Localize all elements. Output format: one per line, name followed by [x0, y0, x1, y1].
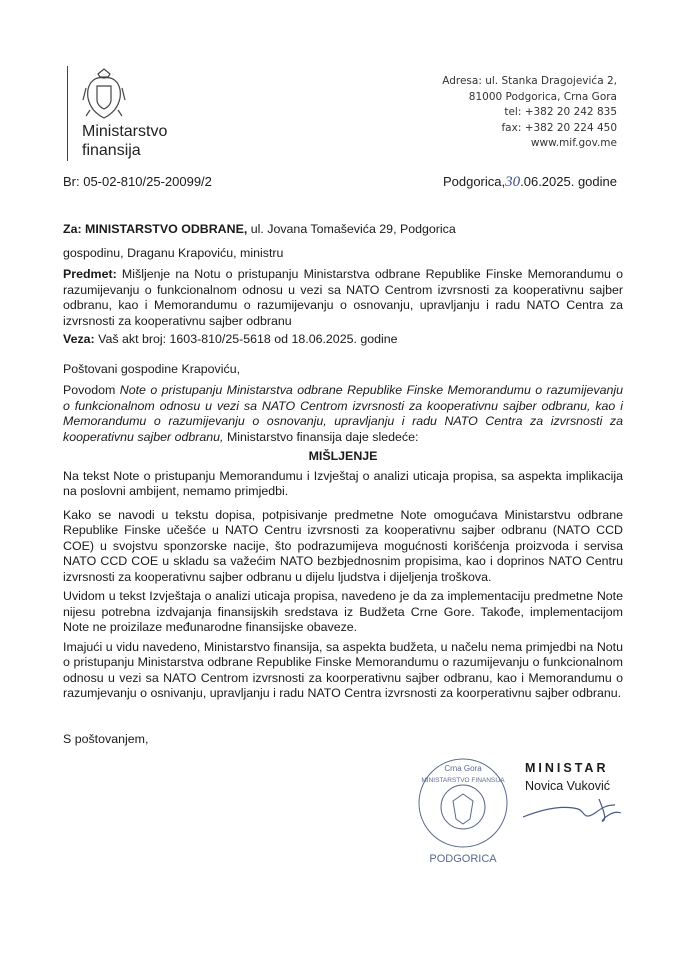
signature-block — [63, 751, 623, 871]
document-date — [443, 174, 617, 191]
seal-text: Crna Gora — [444, 764, 482, 773]
intro-italic: Note o pristupanju Ministarstva odbrane Republike Finske Memorandumu o razumijevanju o funkcionalnom odnosu u vezi sa NATO Centrom izvrsnosti za kooperativnu sajber odbranu, kao i Memorandumu o razumijevanju o osnovanju, upravljanju i radu NATO Centra za izvrsnosti za kooperativnu sajber odbranu, — [63, 383, 623, 444]
signatory-name: Novica Vuković — [525, 779, 610, 793]
official-seal — [408, 751, 518, 866]
recipient-name: MINISTARSTVO ODBRANE, — [85, 222, 248, 236]
coat-of-arms-icon — [82, 66, 126, 122]
recipient-address: ul. Jovana Tomaševića 29, Podgorica — [247, 222, 456, 236]
date-day-handwritten: 30 — [505, 174, 521, 190]
ministry-name — [82, 122, 167, 160]
veza-label: Veza: — [63, 332, 95, 346]
seal-text: PODGORICA — [429, 853, 497, 865]
salutation: Poštovani gospodine Krapoviću, — [63, 361, 241, 376]
address-line: Adresa: ul. Stanka Dragojevića 2, — [442, 75, 617, 87]
intro-paragraph — [63, 383, 623, 445]
fax: fax: +382 20 224 450 — [501, 121, 617, 134]
address-line: 81000 Podgorica, Crna Gora — [468, 90, 617, 103]
signatory-title: MINISTAR — [525, 761, 609, 775]
intro-lead: Povodom — [63, 383, 120, 397]
intro-tail: Ministarstvo finansija daje sledeće: — [223, 429, 419, 444]
paragraph: Na tekst Note o pristupanju Memorandumu i Izvještaj o analizi uticaja propisa, sa aspekta implikacija na poslovni ambijent, nemamo primjedbi. — [63, 468, 623, 498]
ministry-line2: finansija — [82, 142, 141, 159]
signature-scribble — [523, 793, 623, 829]
address-block — [442, 74, 617, 152]
website: www.mif.gov.me — [530, 137, 617, 149]
za-label: Za: — [63, 222, 82, 236]
recipient — [63, 222, 623, 238]
paragraph: Imajući u vidu navedeno, Ministarstvo finansija, sa aspekta budžeta, u načelu nema primjedbi na Notu o pristupanju Ministarstva odbrane Republike Finske Memorandumu o razumijevanju o funkcionalnom odnosu u vezi sa NATO Centrom izvrsnosti za koorperativnu sajber odbranu, kao i Memorandumu o razumjevanju o osnivanju, upravljanju i radu NATO Centra izvrsnosti za koorperativnu sajber odbranu. — [63, 639, 623, 700]
veza — [63, 332, 623, 348]
seal-text: MINISTARSTVO FINANSIJA — [421, 777, 505, 784]
ministry-line1: Ministarstvo — [82, 123, 168, 140]
letterhead-rule — [67, 66, 68, 161]
veza-text: Vaš akt broj: 1603-810/25-5618 od 18.06.2025. godine — [94, 332, 398, 346]
date-prefix: Podgorica, — [442, 174, 506, 189]
subject-text: Mišljenje na Notu o pristupanju Ministarstva odbrane Republike Finske Memorandumu o razumijevanju o funkcionalnom odnosu u vezi sa NATO Centrom izvrsnosti za kooperativnu sajber odbranu, kao i Memorandumu o razumijevanju o osnovanju, upravljanju i radu NATO Centra za izvrsnosti za kooperativnu sajber odbranu — [63, 267, 623, 328]
reference-number: Br: 05-02-810/25-20099/2 — [63, 174, 212, 189]
phone: tel: +382 20 242 835 — [504, 106, 617, 118]
paragraph: Uvidom u tekst Izvještaja o analizi uticaja propisa, navedeno je da za implementaciju predmetne Note nijesu potrebna izdvajanja finansijskih sredstava iz Budžeta Crne Gore. Takođe, implementacijom Note ne proizilaze međunarodne finansijske obaveze. — [63, 589, 623, 634]
opinion-heading: MIŠLJENJE — [308, 449, 378, 463]
attention: gospodinu, Draganu Krapoviću, ministru — [63, 245, 284, 260]
letter-body — [63, 222, 623, 871]
subject-label: Predmet: — [63, 267, 117, 281]
closing: S poštovanjem, — [63, 731, 149, 746]
date-rest: .06.2025. godine — [520, 174, 617, 189]
subject — [63, 267, 623, 329]
paragraph: Kako se navodi u tekstu dopisa, potpisivanje predmetne Note omogućava Ministarstvu odbrane Republike Finske učešće u NATO Centru izvrsnosti za kooperativnu sajber odbranu (NATO CCD COE) u svojstvu sponzorske nacije, što podrazumijeva mogućnosti korišćenja proizvoda i servisa NATO CCD COE u skladu sa važećim NATO bezbjednosnim propisima, kao i doprinos NATO Centru izvrsnosti za kooperativnu sajber odbranu u dijelu ljudstva i dijeljenja troškova. — [63, 507, 623, 584]
